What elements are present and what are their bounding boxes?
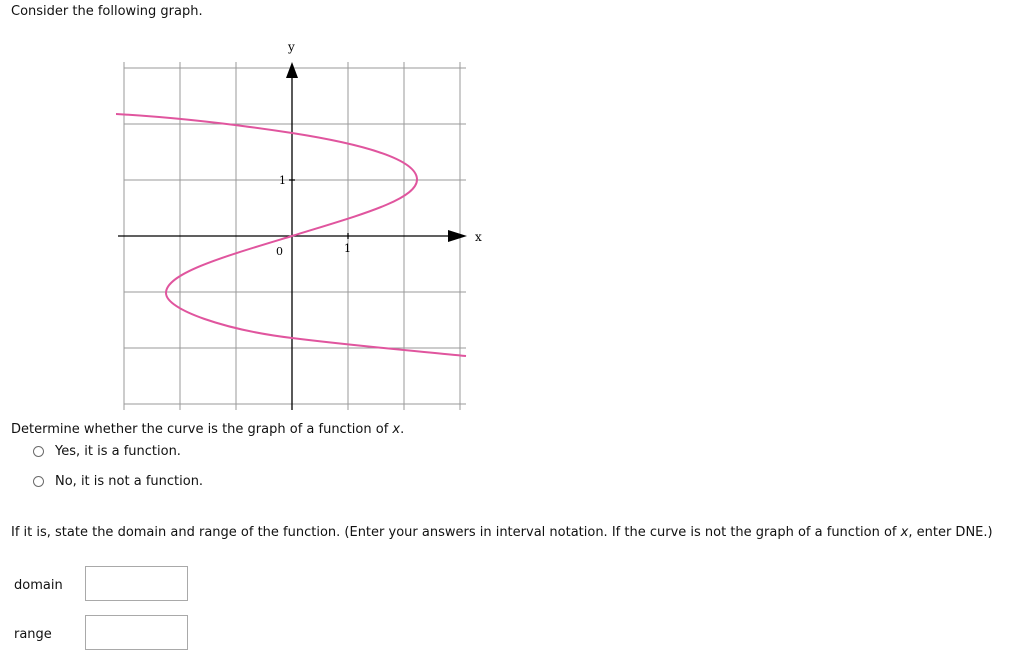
- question-text: Determine whether the curve is the graph of a function of x.: [11, 422, 405, 437]
- domain-label: domain: [14, 578, 63, 593]
- range-input[interactable]: [85, 615, 188, 650]
- x-axis-arrow: [448, 230, 467, 242]
- curve-graph: [116, 38, 486, 414]
- range-label: range: [14, 627, 52, 642]
- option-no-label: No, it is not a function.: [55, 474, 204, 489]
- axes: [118, 78, 451, 410]
- y-axis-arrow: [286, 62, 298, 78]
- y-tick-label: 1: [279, 174, 286, 187]
- curve: [116, 114, 466, 356]
- radio-yes[interactable]: [33, 446, 44, 457]
- x-tick-label: 1: [344, 242, 351, 255]
- x-axis-label: x: [475, 230, 482, 244]
- option-yes-label: Yes, it is a function.: [55, 444, 181, 459]
- origin-label: 0: [276, 245, 283, 258]
- y-axis-label: y: [288, 40, 295, 54]
- instructions-text: If it is, state the domain and range of the function. (Enter your answers in interval notation. If the curve is not the graph of a function of x, enter DNE.): [11, 525, 993, 540]
- intro-text: Consider the following graph.: [11, 4, 203, 19]
- option-no[interactable]: [33, 474, 203, 489]
- option-yes[interactable]: [33, 444, 181, 459]
- domain-input[interactable]: [85, 566, 188, 601]
- radio-no[interactable]: [33, 476, 44, 487]
